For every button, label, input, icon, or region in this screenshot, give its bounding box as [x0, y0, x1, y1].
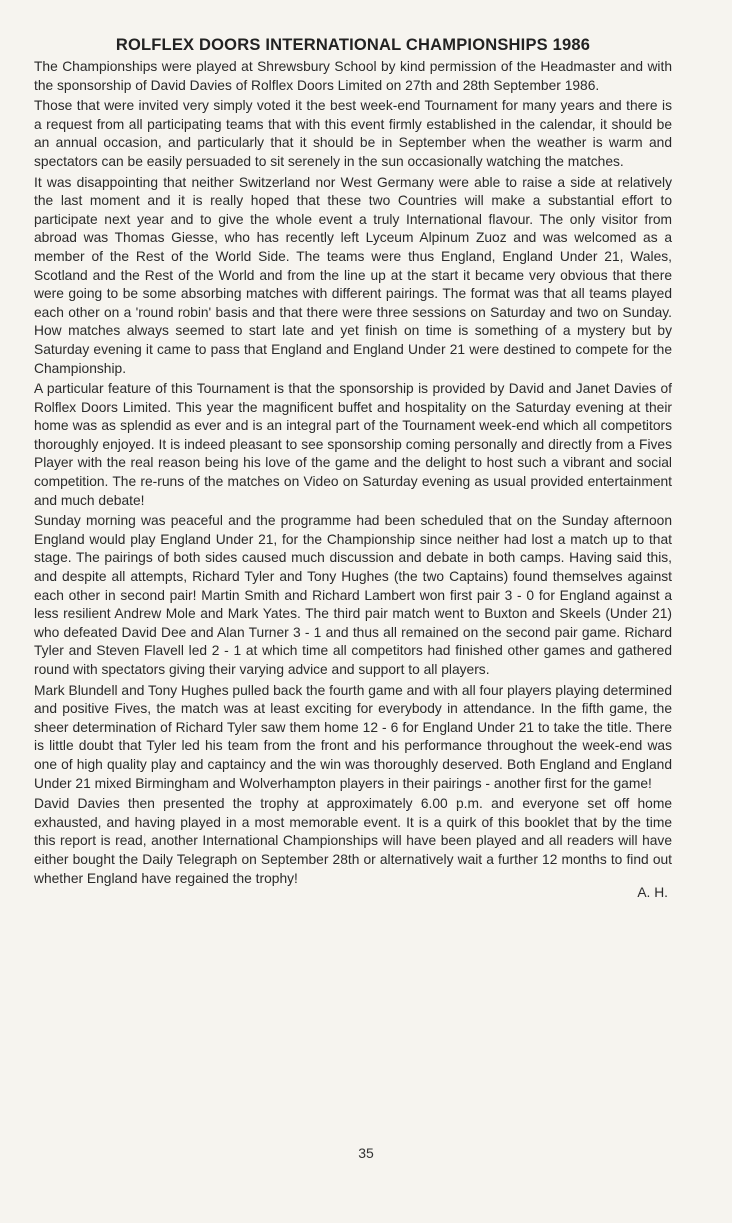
page-number: 35	[358, 1145, 374, 1161]
article-title: ROLFLEX DOORS INTERNATIONAL CHAMPIONSHIPS 1986	[115, 36, 591, 54]
article	[34, 36, 672, 903]
paragraph-2: Those that were invited very simply voted it the best week-end Tournament for many years and there is a request from all participating teams that with this event firmly established in the calendar, it should be an annual occasion, and particularly that it should be in September when the weather is warm and spectators can be easily persuaded to sit serenely in the sun occasionally watching the matches.	[34, 98, 672, 169]
author-initials: A. H.	[637, 885, 668, 901]
paragraph-7: David Davies then presented the trophy at approximately 6.00 p.m. and everyone set off home exhausted, and having played in a most memorable event. It is a quirk of this booklet that by the time this report is read, another International Championships will have been played and all readers will have either bought the Daily Telegraph on September 28th or alternatively wait a further 12 months to find out whether England have regained the trophy!	[34, 796, 672, 886]
paragraph-1: The Championships were played at Shrewsbury School by kind permission of the Headmaster and with the sponsorship of David Davies of Rolflex Doors Limited on 27th and 28th September 1986.	[34, 59, 672, 93]
paragraph-3: It was disappointing that neither Switzerland nor West Germany were able to raise a side at relatively the last moment and it is really hoped that these two Countries will make a substantial effort to participate next year and to give the whole event a truly International flavour. The only visitor from abroad was Thomas Giesse, who has recently left Lyceum Alpinum Zuoz and was welcomed as a member of the Rest of the World Side. The teams were thus England, England Under 21, Wales, Scotland and the Rest of the World and from the line up at the start it became very obvious that there were going to be some absorbing matches with different pairings. The format was that all teams played each other on a 'round robin' basis and that there were three sessions on Saturday and two on Sunday. How matches always seemed to start late and yet finish on time is something of a mystery but by Saturday evening it came to pass that England and England Under 21 were destined to compete for the Championship.	[34, 174, 672, 376]
paragraph-6: Mark Blundell and Tony Hughes pulled back the fourth game and with all four players playing determined and positive Fives, the match was at least exciting for everybody in attendance. In the fifth game, the sheer determination of Richard Tyler saw them home 12 - 6 for England Under 21 to take the title. There is little doubt that Tyler led his team from the front and his performance throughout the week-end was one of high quality play and captaincy and the win was thoroughly deserved. Both England and England Under 21 mixed Birmingham and Wolverhampton players in their pairings - another first for the game!	[34, 682, 672, 791]
paragraph-4: A particular feature of this Tournament is that the sponsorship is provided by David and Janet Davies of Rolflex Doors Limited. This year the magnificent buffet and hospitality on the Saturday evening at their home was as splendid as ever and is an integral part of the Tournament week-end which all competitors thoroughly enjoyed. It is indeed pleasant to see sponsorship coming personally and directly from a Fives Player with the real reason being his love of the game and the delight to host such a vibrant and social competition. The re-runs of the matches on Video on Saturday evening as usual provided entertainment and much debate!	[34, 381, 672, 508]
paragraph-5: Sunday morning was peaceful and the programme had been scheduled that on the Sunday afternoon England would play England Under 21, for the Championship since neither had lost a match up to that stage. The pairings of both sides caused much discussion and debate in both camps. Having said this, and despite all attempts, Richard Tyler and Tony Hughes (the two Captains) found themselves against each other in second pair! Martin Smith and Richard Lambert won first pair 3 - 0 for England against a less resilient Andrew Mole and Mark Yates. The third pair match went to Buxton and Skeels (Under 21) who defeated David Dee and Alan Turner 3 - 1 and thus all remained on the second pair game. Richard Tyler and Steven Flavell led 2 - 1 at which time all competitors had finished other games and gathered round with spectators giving their varying advice and support to all players.	[34, 513, 672, 677]
